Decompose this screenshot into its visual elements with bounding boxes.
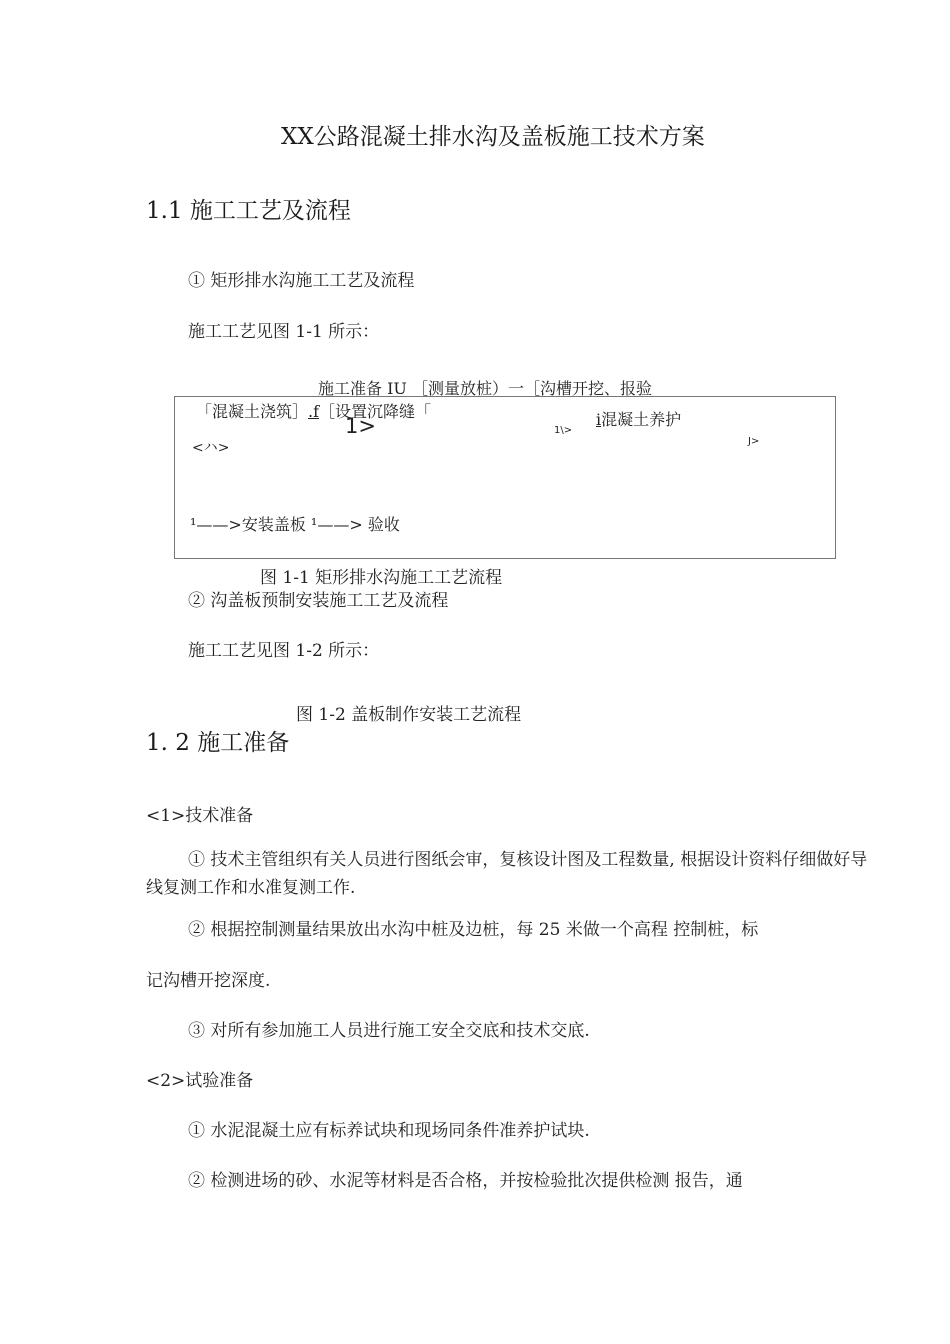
flow-arrow-small: 1\> [554, 425, 573, 436]
flow-concrete-pour: 「混凝土浇筑］ [196, 402, 309, 421]
subheading-technical-prep: <1>技术准备 [146, 806, 254, 826]
paragraph-survey-stakes-cont: 记沟槽开挖深度. [146, 971, 271, 991]
paragraph-material-check: ② 检测进场的砂、水泥等材料是否合格，并按检验批次提供检测 报告，通 [188, 1171, 743, 1191]
paragraph-safety-briefing: ③ 对所有参加施工人员进行施工安全交底和技术交底. [188, 1021, 590, 1041]
flow-arrow-big: 1> [345, 414, 376, 438]
see-figure-1-2: 施工工艺见图 1-2 所示： [188, 641, 380, 661]
flow-f-mark: .f [308, 402, 320, 421]
list-item-cover-plate: ② 沟盖板预制安装施工工艺及流程 [188, 591, 449, 611]
section-heading-1-2: 1. 2 施工准备 [146, 730, 290, 756]
figure-caption-1-1: 图 1-1 矩形排水沟施工工艺流程 [260, 568, 503, 588]
paragraph-survey-stakes: ② 根据控制测量结果放出水沟中桩及边桩，每 25 米做一个高程 控制桩，标 [188, 920, 759, 940]
section-heading-1-1: 1.1 施工工艺及流程 [146, 198, 351, 224]
flow-settlement-joint: ［设置沉降缝「 [319, 402, 432, 421]
flow-install-cover: ¹——>安装盖板 [190, 515, 306, 534]
flow-curing-i: i [596, 410, 602, 429]
list-item-rect-drain: ① 矩形排水沟施工工艺及流程 [188, 271, 415, 291]
flow-bottom-line [190, 512, 400, 535]
flow-line2 [196, 399, 431, 422]
document-title: XX公路混凝土排水沟及盖板施工技术方案 [281, 124, 705, 150]
flow-left-mark: <ハ> [192, 440, 230, 456]
flow-arrow-2: ¹——> [310, 515, 363, 534]
paragraph-test-blocks: ① 水泥混凝土应有标养试块和现场同条件准养护试块. [188, 1121, 590, 1141]
figure-caption-1-2: 图 1-2 盖板制作安装工艺流程 [296, 705, 522, 725]
paragraph-drawing-review: ① 技术主管组织有关人员进行图纸会审，复核设计图及工程数量, 根据设计资料仔细做好导线复测工作和水准复测工作. [146, 850, 868, 898]
flow-top-line: 施工准备 IU ［测量放桩）一［沟槽开挖、报验 [318, 379, 652, 398]
flow-right-mark: J> [748, 436, 760, 447]
flow-curing [596, 407, 681, 430]
flow-curing-label: 混凝土养护 [601, 410, 682, 429]
see-figure-1-1: 施工工艺见图 1-1 所示： [188, 322, 380, 342]
subheading-test-prep: <2>试验准备 [146, 1071, 254, 1091]
flow-acceptance: 验收 [367, 515, 400, 534]
